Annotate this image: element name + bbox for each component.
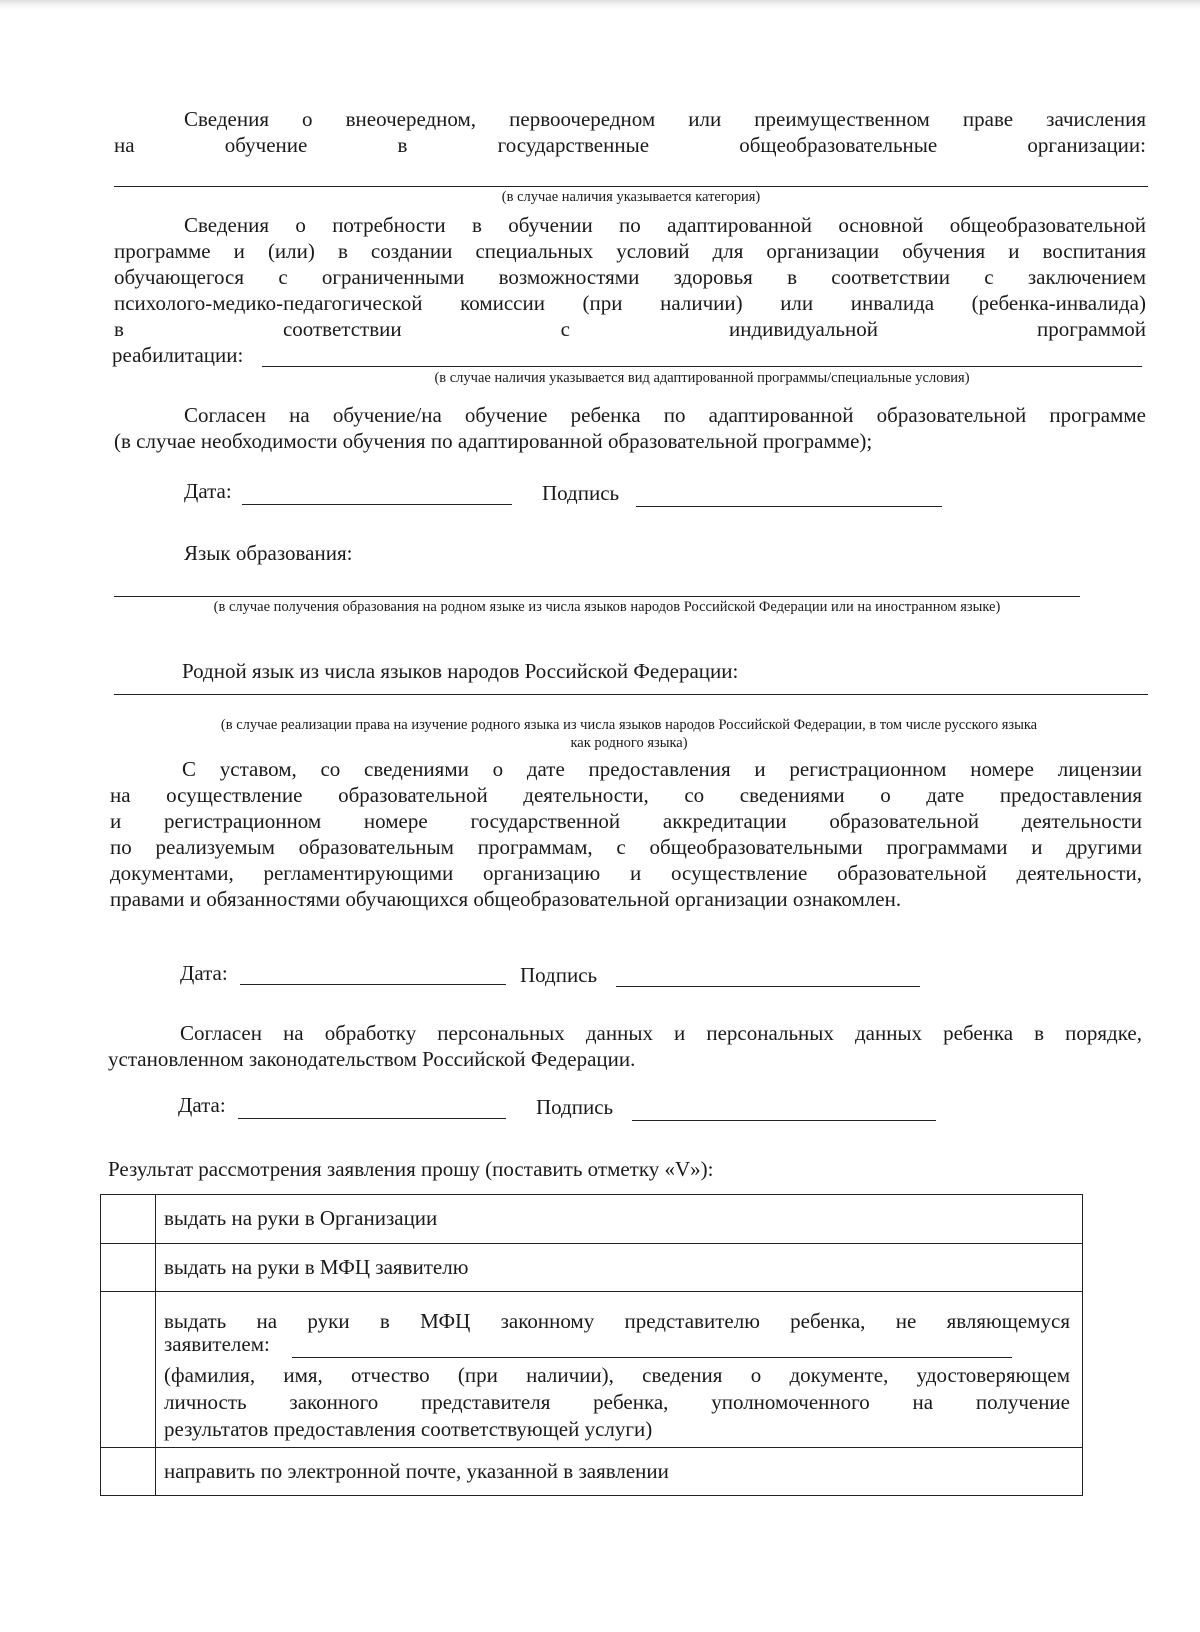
adapted-line-3: обучающегося с ограниченными возможностями здоровья в соответствии с заключением bbox=[114, 265, 1146, 289]
charter-line-1: С уставом, со сведениями о дате предоставления и регистрационном номере лицензии bbox=[182, 757, 1142, 781]
scan-edge bbox=[0, 0, 1200, 10]
representative-line-2: заявителем: bbox=[164, 1332, 270, 1356]
adapted-line-2: программе и (или) в создании специальных условий для организации обучения и воспитания bbox=[114, 239, 1146, 263]
representative-name-field[interactable] bbox=[292, 1357, 1012, 1358]
representative-line-5: результатов предоставления соответствующей услуги) bbox=[164, 1417, 653, 1441]
adapted-line-5: в соответствии с индивидуальной программой bbox=[114, 317, 1146, 341]
sign1-date-field[interactable] bbox=[242, 504, 512, 505]
result-option-cell bbox=[156, 1244, 1082, 1291]
sign2-signature-label: Подпись bbox=[520, 963, 598, 987]
adapted-input-line[interactable] bbox=[262, 366, 1142, 367]
sign3-date-label: Дата: bbox=[178, 1093, 226, 1117]
adapted-note: (в случае наличия указывается вид адаптированной программы/специальные условия) bbox=[434, 370, 970, 386]
native-language-label: Родной язык из числа языков народов Российской Федерации: bbox=[182, 659, 739, 683]
personal-data-line-1: Согласен на обработку персональных данных и персональных данных ребенка в порядке, bbox=[180, 1021, 1142, 1045]
result-option-checkbox[interactable] bbox=[101, 1244, 156, 1291]
consent-adapted-line-2: (в случае необходимости обучения по адаптированной образовательной программе); bbox=[114, 429, 873, 453]
native-note-line-2: как родного языка) bbox=[570, 735, 688, 751]
adapted-line-6: реабилитации: bbox=[112, 343, 244, 367]
sign2-date-field[interactable] bbox=[240, 984, 506, 985]
result-heading: Результат рассмотрения заявления прошу (поставить отметку «V»): bbox=[108, 1157, 714, 1181]
adapted-line-4: психолого-медико-педагогической комиссии (при наличии) или инвалида (ребенка-инвалида) bbox=[114, 291, 1146, 315]
charter-line-6: правами и обязанностями обучающихся общеобразовательной организации ознакомлен. bbox=[110, 887, 902, 911]
representative-field-row bbox=[164, 1332, 1070, 1362]
result-option-cell bbox=[156, 1448, 1082, 1495]
adapted-line-1: Сведения о потребности в обучении по адаптированной основной общеобразовательной bbox=[184, 213, 1146, 237]
representative-line-1: выдать на руки в МФЦ законному представителю ребенка, не являющемуся bbox=[164, 1309, 1070, 1333]
result-option-row bbox=[101, 1243, 1082, 1291]
language-label: Язык образования: bbox=[184, 541, 353, 565]
charter-line-5: документами, регламентирующими организацию и осуществление образовательной деятельности, bbox=[110, 861, 1142, 885]
result-option-row bbox=[101, 1291, 1082, 1447]
representative-line-4: личность законного представителя ребенка, уполномоченного на получение bbox=[164, 1390, 1070, 1414]
result-option-checkbox[interactable] bbox=[101, 1448, 156, 1495]
personal-data-line-2: установленном законодательством Российской Федерации. bbox=[108, 1047, 636, 1071]
sign3-signature-label: Подпись bbox=[536, 1095, 614, 1119]
result-option-row bbox=[101, 1447, 1082, 1495]
priority-input-line[interactable] bbox=[114, 186, 1148, 187]
result-options-table bbox=[100, 1194, 1083, 1496]
result-option-row bbox=[101, 1195, 1082, 1243]
sign3-signature-field[interactable] bbox=[632, 1120, 936, 1121]
priority-note: (в случае наличия указывается категория) bbox=[501, 189, 761, 205]
charter-line-3: и регистрационном номере государственной аккредитации образовательной деятельности bbox=[110, 809, 1142, 833]
charter-line-2: на осуществление образовательной деятельности, со сведениями о дате предоставления bbox=[110, 783, 1142, 807]
priority-line-2: на обучение в государственные общеобразовательные организации: bbox=[114, 133, 1146, 157]
result-option-label: направить по электронной почте, указанной в заявлении bbox=[164, 1459, 669, 1483]
sign3-date-field[interactable] bbox=[238, 1118, 506, 1119]
sign2-date-label: Дата: bbox=[180, 961, 228, 985]
native-language-input-line[interactable] bbox=[114, 694, 1148, 695]
priority-line-1: Сведения о внеочередном, первоочередном или преимущественном праве зачисления bbox=[184, 107, 1146, 131]
sign1-signature-label: Подпись bbox=[542, 481, 620, 505]
result-option-label: выдать на руки в МФЦ заявителю bbox=[164, 1255, 469, 1279]
result-option-checkbox[interactable] bbox=[101, 1195, 156, 1243]
language-note: (в случае получения образования на родном языке из числа языков народов Российской Федерации или на иностранном языке) bbox=[213, 599, 1001, 615]
language-input-line[interactable] bbox=[114, 596, 1080, 597]
sign1-signature-field[interactable] bbox=[636, 506, 942, 507]
sign1-date-label: Дата: bbox=[184, 479, 232, 503]
result-option-label: выдать на руки в Организации bbox=[164, 1206, 438, 1230]
sign2-signature-field[interactable] bbox=[616, 986, 920, 987]
representative-line-3: (фамилия, имя, отчество (при наличии), сведения о документе, удостоверяющем bbox=[164, 1363, 1070, 1387]
result-option-cell bbox=[156, 1292, 1082, 1447]
result-option-cell bbox=[156, 1195, 1082, 1243]
charter-line-4: по реализуемым образовательным программам, с общеобразовательными программами и другими bbox=[110, 835, 1142, 859]
native-note-line-1: (в случае реализации права на изучение родного языка из числа языков народов Российской Федерации, в том числе русского языка bbox=[220, 717, 1038, 733]
consent-adapted-line-1: Согласен на обучение/на обучение ребенка по адаптированной образовательной программе bbox=[184, 403, 1146, 427]
result-option-checkbox[interactable] bbox=[101, 1292, 156, 1447]
